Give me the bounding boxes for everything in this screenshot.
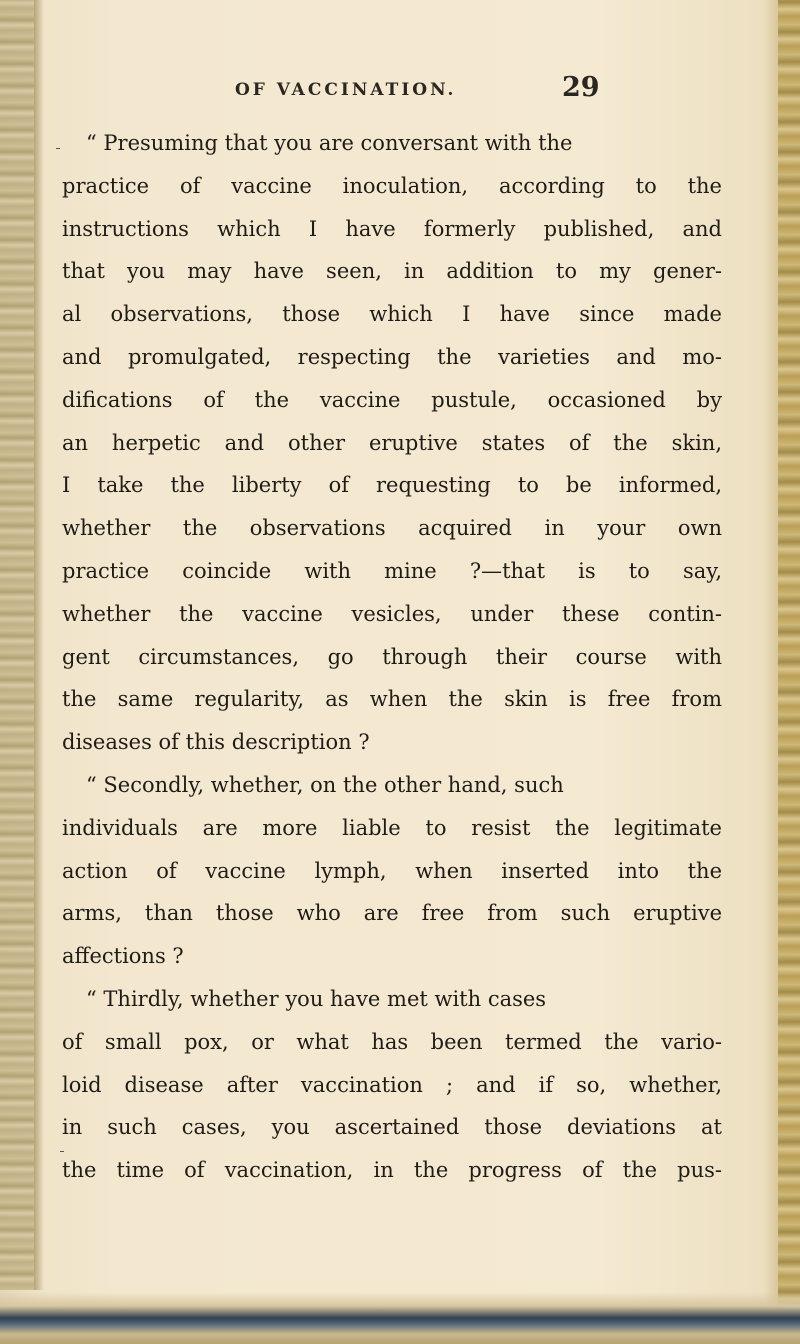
text-line: of small pox, or what has been termed the vario- (62, 1029, 722, 1054)
page-number: 29 (562, 72, 600, 103)
text-line: “ Thirdly, whether you have met with cases (86, 986, 547, 1011)
text-line: arms, than those who are free from such eruptive (62, 901, 722, 926)
running-title: OF VACCINATION. (235, 80, 457, 100)
margin-mark (56, 148, 60, 149)
text-line: an herpetic and other eruptive states of the skin, (62, 430, 722, 455)
text-line: whether the observations acquired in your own (62, 516, 722, 541)
page-edge-bottom (0, 1292, 800, 1344)
text-line: the time of vaccination, in the progress of the pus- (62, 1158, 722, 1183)
text-line: difications of the vaccine pustule, occasioned by (62, 387, 722, 412)
text-line: in such cases, you ascertained those deviations at (62, 1115, 722, 1140)
gutter-fade (34, 0, 44, 1290)
running-head (0, 70, 800, 110)
page-edge-right (778, 0, 800, 1344)
text-line: that you may have seen, in addition to my gener- (62, 259, 722, 284)
text-line: practice of vaccine inoculation, according to the (62, 173, 722, 198)
text-line: practice coincide with mine ?—that is to say, (62, 558, 722, 583)
text-line: individuals are more liable to resist the legitimate (62, 815, 722, 840)
text-line: and promulgated, respecting the varieties and mo- (62, 344, 722, 369)
text-line: whether the vaccine vesicles, under these contin- (62, 601, 722, 626)
body-text (62, 122, 722, 1192)
page-edge-shadow (764, 0, 778, 1344)
text-line: loid disease after vaccination ; and if so, whether, (62, 1072, 722, 1097)
text-line: affections ? (62, 944, 184, 969)
text-line: I take the liberty of requesting to be informed, (62, 473, 722, 498)
text-line: al observations, those which I have since made (62, 302, 722, 327)
text-line: instructions which I have formerly published, and (62, 216, 722, 241)
text-line: “ Secondly, whether, on the other hand, such (86, 772, 564, 797)
text-line: gent circumstances, go through their course with (62, 644, 722, 669)
text-line: diseases of this description ? (62, 730, 370, 755)
text-line: action of vaccine lymph, when inserted into the (62, 858, 722, 883)
gutter-shadow (0, 0, 34, 1290)
text-line: “ Presuming that you are conversant with the (86, 131, 573, 155)
text-line: the same regularity, as when the skin is free from (62, 687, 722, 712)
